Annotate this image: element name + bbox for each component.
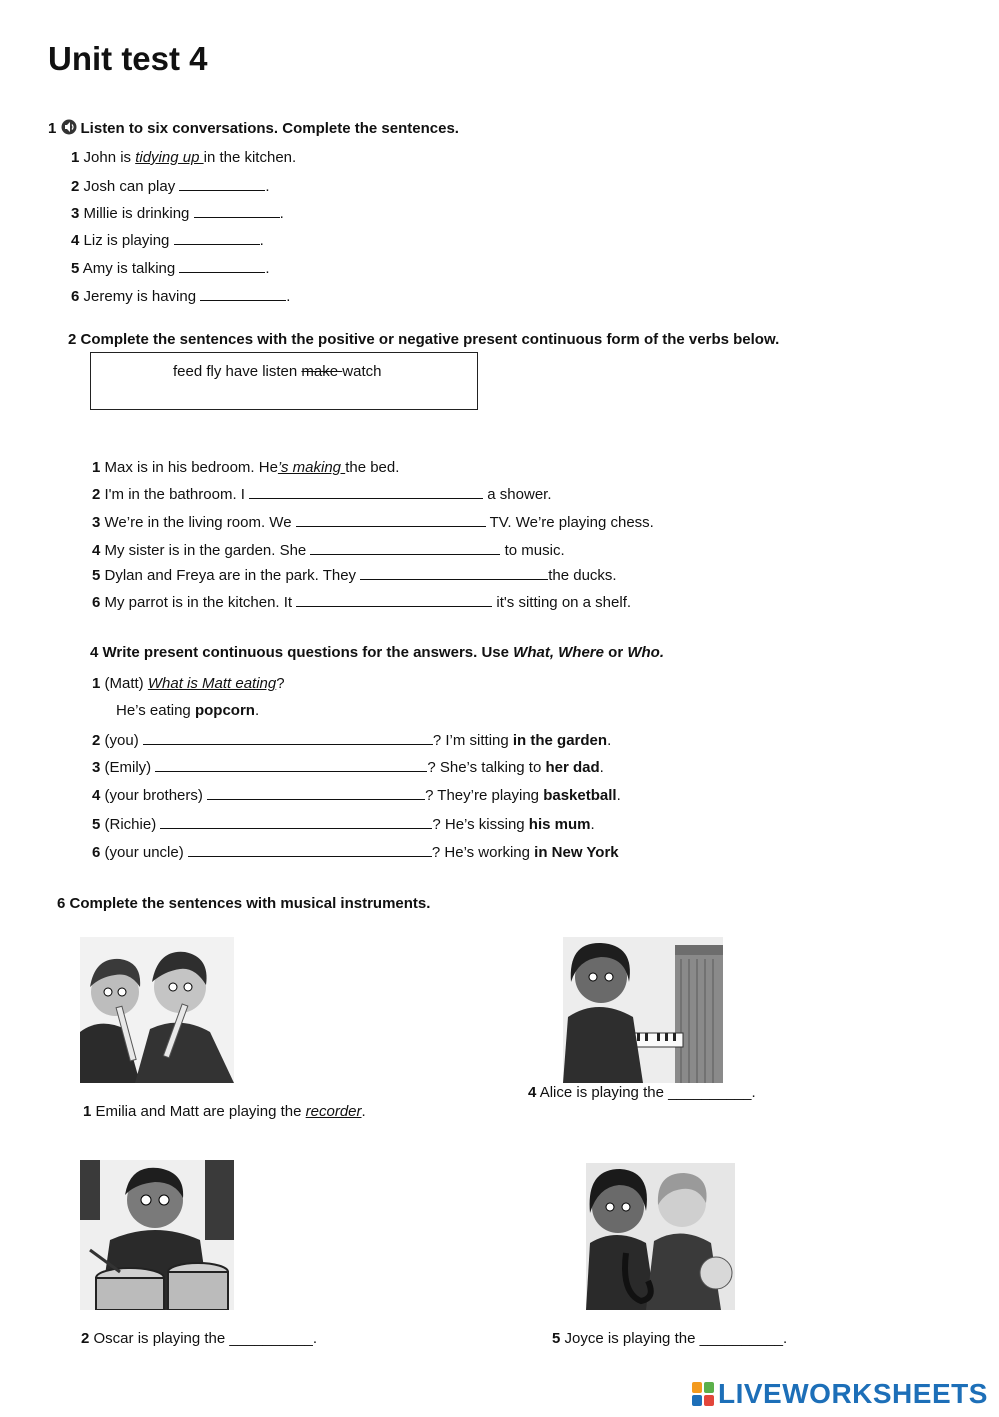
s2-item-4: [92, 540, 565, 559]
s1-item-5: [71, 258, 270, 277]
item-text: the ducks.: [548, 567, 617, 584]
answer-blank[interactable]: [194, 203, 280, 218]
reply-text: .: [254, 702, 260, 719]
s2-item-5: [92, 565, 617, 584]
speaker-icon[interactable]: [61, 119, 79, 135]
word-list-text: watch: [342, 363, 382, 380]
word-box: [90, 352, 478, 410]
item-text: .: [783, 1330, 788, 1347]
s6-item-1: [83, 1103, 366, 1120]
item-number: 5: [92, 816, 101, 833]
item-number: 1: [92, 675, 101, 692]
answer-blank[interactable]: [207, 785, 425, 800]
item-text: Alice is playing the: [539, 1084, 669, 1101]
answer-blank[interactable]: [296, 592, 492, 607]
heading-text: 4 Write present continuous questions for the answers. Use: [90, 644, 514, 661]
s4-item-5: [92, 814, 595, 833]
item-text: Jeremy is having: [83, 288, 201, 305]
item-number: 1: [83, 1103, 92, 1120]
item-number: 2: [92, 486, 101, 503]
item-number: 2: [81, 1330, 90, 1347]
reply-keyword: in the garden: [512, 732, 608, 749]
item-number: 3: [92, 759, 101, 776]
reply-keyword: basketball: [543, 787, 617, 804]
s2-item-1: [92, 459, 399, 476]
s6-item-2: [81, 1330, 317, 1347]
item-subject: (your uncle): [104, 844, 188, 861]
s2-item-2: [92, 484, 552, 503]
item-text: in the kitchen.: [203, 149, 297, 166]
item-text: the bed.: [345, 459, 400, 476]
answer-blank[interactable]: [160, 814, 432, 829]
item-subject: (Matt): [104, 675, 148, 692]
answer-blank[interactable]: __________: [699, 1330, 784, 1347]
item-text: Emilia and Matt are playing the: [95, 1103, 306, 1120]
item-text: Joyce is playing the: [564, 1330, 700, 1347]
section-1-number: 1: [48, 120, 57, 137]
item-text: .: [312, 1330, 318, 1347]
page-title: Unit test 4: [48, 40, 208, 77]
item-subject: (your brothers): [104, 787, 208, 804]
item-text: .: [361, 1103, 366, 1120]
example-answer: ’s making: [277, 459, 346, 476]
item-number: 6: [71, 288, 80, 305]
answer-blank[interactable]: [155, 757, 427, 772]
answer-blank[interactable]: [188, 842, 432, 857]
liveworksheets-logo[interactable]: [692, 1378, 988, 1410]
example-answer: What is Matt eating: [147, 675, 277, 692]
section-1-heading: [48, 119, 459, 137]
s6-item-5: [552, 1330, 787, 1347]
item-subject: (Richie): [104, 816, 161, 833]
s6-item-4: [528, 1084, 756, 1101]
item-text: My parrot is in the kitchen. It: [104, 594, 297, 611]
section-1-heading-text: Listen to six conversations. Complete the sentences.: [80, 120, 459, 137]
item-text: John is: [83, 149, 136, 166]
item-number: 6: [92, 594, 101, 611]
item-number: 4: [92, 787, 101, 804]
reply-text: ? He’s working: [431, 844, 535, 861]
s1-item-4: [71, 230, 264, 249]
section-4-heading: [90, 644, 664, 661]
word-used: make: [301, 363, 343, 380]
item-number: 6: [92, 844, 101, 861]
reply-keyword: popcorn: [194, 702, 255, 719]
item-subject: (Emily): [104, 759, 156, 776]
heading-text: or: [604, 644, 628, 661]
item-text: My sister is in the garden. She: [104, 542, 311, 559]
answer-blank[interactable]: __________: [229, 1330, 313, 1347]
boy-playing-drums-image: [80, 1160, 234, 1310]
item-text: .: [751, 1084, 756, 1101]
item-text: .: [265, 260, 270, 277]
item-text: .: [265, 178, 270, 195]
answer-blank[interactable]: [296, 512, 486, 527]
item-text: Oscar is playing the: [93, 1330, 230, 1347]
answer-blank[interactable]: [249, 484, 483, 499]
item-text: Max is in his bedroom. He: [104, 459, 278, 476]
example-answer: recorder: [305, 1103, 362, 1120]
reply-text: .: [616, 787, 621, 804]
item-text: .: [279, 205, 284, 222]
reply-text: ? She’s talking to: [427, 759, 546, 776]
item-number: 1: [71, 149, 80, 166]
children-playing-recorders-image: [80, 937, 234, 1083]
word-list: [173, 363, 381, 380]
item-text: Liz is playing: [83, 232, 174, 249]
item-number: 5: [92, 567, 101, 584]
section-2-heading: 2 Complete the sentences with the positive or negative present continuous form of the verbs below.: [68, 331, 780, 348]
item-text: I'm in the bathroom. I: [104, 486, 250, 503]
item-number: 5: [71, 260, 80, 277]
item-text: TV. We’re playing chess.: [485, 514, 654, 531]
answer-blank[interactable]: [310, 540, 500, 555]
answer-blank[interactable]: [179, 176, 265, 191]
item-subject: (you): [104, 732, 143, 749]
s4-item-2: [92, 730, 611, 749]
reply-text: ? They’re playing: [425, 787, 544, 804]
item-number: 4: [528, 1084, 537, 1101]
liveworksheets-mark-icon: [692, 1382, 714, 1406]
item-number: 5: [552, 1330, 561, 1347]
reply-text: He’s eating: [116, 702, 195, 719]
answer-blank[interactable]: [143, 730, 433, 745]
heading-emphasis: What, Where: [513, 644, 604, 661]
s1-item-1: [71, 149, 296, 166]
reply-text: .: [607, 732, 612, 749]
item-text: Dylan and Freya are in the park. They: [104, 567, 361, 584]
answer-blank[interactable]: [179, 258, 265, 273]
reply-keyword: his mum: [528, 816, 591, 833]
example-answer: tidying up: [135, 149, 204, 166]
item-text: We’re in the living room. We: [104, 514, 296, 531]
answer-blank[interactable]: [360, 565, 548, 580]
item-number: 4: [71, 232, 80, 249]
item-text: it's sitting on a shelf.: [492, 594, 632, 611]
item-text: to music.: [500, 542, 565, 559]
s4-example: [92, 675, 285, 692]
item-number: 3: [92, 514, 101, 531]
s1-item-3: [71, 203, 284, 222]
item-number: 2: [92, 732, 101, 749]
item-text: a shower.: [483, 486, 552, 503]
reply-text: .: [590, 816, 595, 833]
item-text: .: [259, 232, 264, 249]
item-text: .: [286, 288, 291, 305]
reply-text: ? I’m sitting: [432, 732, 513, 749]
answer-blank[interactable]: [200, 286, 286, 301]
s4-example-reply: [116, 702, 259, 719]
reply-text: ? He’s kissing: [432, 816, 529, 833]
answer-blank[interactable]: __________: [668, 1084, 752, 1101]
s2-item-6: [92, 592, 631, 611]
item-number: 2: [71, 178, 80, 195]
liveworksheets-logo-text: LIVEWORKSHEETS: [718, 1378, 988, 1409]
s2-item-3: [92, 512, 654, 531]
reply-text: .: [599, 759, 604, 776]
answer-blank[interactable]: [174, 230, 260, 245]
reply-keyword: in New York: [534, 844, 619, 861]
item-number: 1: [92, 459, 101, 476]
s1-item-6: [71, 286, 290, 305]
girl-playing-saxophone-image: [586, 1163, 735, 1310]
item-text: Millie is drinking: [83, 205, 194, 222]
s4-item-4: [92, 785, 621, 804]
section-6-heading: 6 Complete the sentences with musical instruments.: [57, 895, 431, 912]
s4-item-3: [92, 757, 604, 776]
girl-playing-piano-image: [563, 937, 723, 1083]
s4-item-6: [92, 842, 619, 861]
word-list-text: feed fly have listen: [173, 363, 302, 380]
item-number: 3: [71, 205, 80, 222]
heading-emphasis: Who.: [627, 644, 664, 661]
reply-keyword: her dad: [545, 759, 600, 776]
item-number: 4: [92, 542, 101, 559]
item-text: Amy is talking: [82, 260, 180, 277]
item-text: ?: [276, 675, 285, 692]
s1-item-2: [71, 176, 270, 195]
item-text: Josh can play: [83, 178, 180, 195]
